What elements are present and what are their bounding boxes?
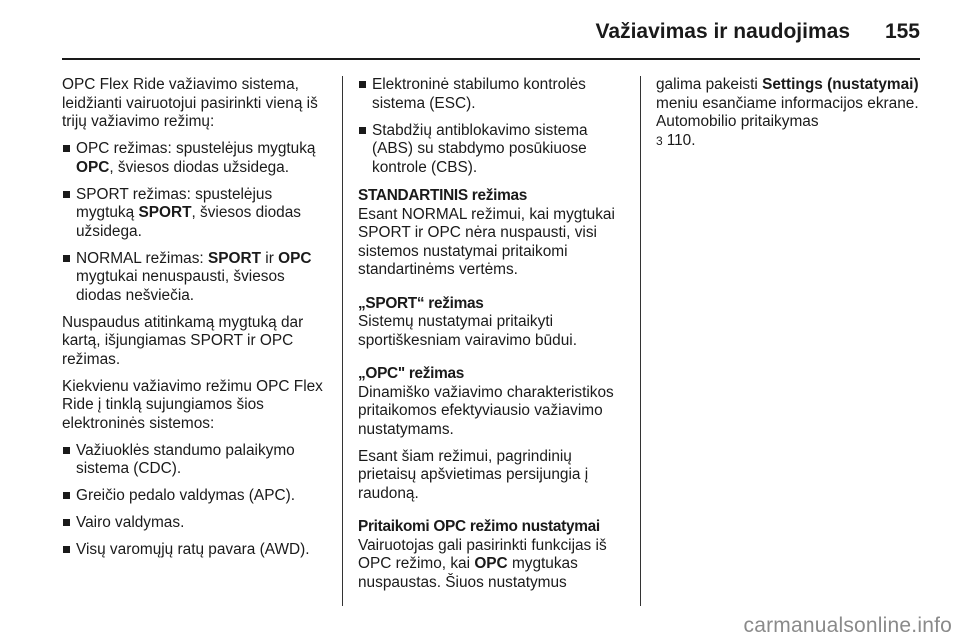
intro-paragraph: OPC Flex Ride važiavimo sistema, leidžianti vairuotojui pasirinkti vieną iš trijų važiavimo režimų:	[62, 76, 318, 130]
list-item: Vairo valdymas.	[62, 514, 334, 533]
list-item: NORMAL režimas: SPORT ir OPC mygtukai nenuspausti, šviesos diodas nešviečia.	[62, 250, 334, 306]
list-item: Greičio pedalo valdymas (APC).	[62, 487, 334, 506]
page-header	[62, 14, 920, 60]
sport-mode-text: Sistemų nustatymai pritaikyti sportiškesniam vairavimo būdui.	[358, 313, 577, 349]
list-item: OPC režimas: spustelėjus mygtuką OPC, šviesos diodas užsidega.	[62, 140, 334, 177]
list-item: Važiuoklės standumo palaikymo sistema (CDC).	[62, 442, 334, 479]
page-reference-link[interactable]: 110.	[666, 131, 696, 149]
standard-mode-text: Esant NORMAL režimui, kai mygtukai SPORT ir OPC nėra nuspausti, visi sistemos nustatymai pritaikomi standartinėms vertėms.	[358, 205, 615, 278]
opc-mode-text-2: Esant šiam režimui, pagrindinių prietaisų apšvietimas persijungia į raudoną.	[358, 447, 589, 502]
list-item: SPORT režimas: spustelėjus mygtuką SPORT, šviesos diodas užsidega.	[62, 186, 334, 242]
opc-mode-heading: „OPC" režimas	[358, 365, 465, 382]
column-divider	[640, 76, 641, 606]
list-item: Elektroninė stabilumo kontrolės sistema (ESC).	[358, 76, 628, 113]
list-item: Visų varomųjų ratų pavara (AWD).	[62, 541, 334, 560]
section-title: Važiavimas ir naudojimas	[595, 20, 850, 43]
adaptive-settings-text: Vairuotojas gali pasirinkti funkcijas iš OPC režimo, kai OPC mygtukas nuspaustas. Šiuos nustatymus	[358, 536, 607, 591]
adaptive-settings-heading: Pritaikomi OPC režimo nustatymai	[358, 518, 600, 535]
list-item: Stabdžių antiblokavimo sistema (ABS) su stabdymo posūkiuose kontrole (CBS).	[358, 122, 628, 178]
watermark: carmanualsonline.info	[743, 614, 952, 637]
opc-mode-text: Dinamiško važiavimo charakteristikos pritaikomos efektyviausio važiavimo nustatymams.	[358, 383, 614, 438]
systems-intro-paragraph: Kiekvienu važiavimo režimu OPC Flex Ride į tinklą sujungiamos šios elektroninės sistemos:	[62, 377, 323, 432]
header-rule	[62, 58, 920, 60]
column-middle	[358, 76, 628, 601]
column-right	[656, 76, 926, 159]
page-number: 155	[884, 20, 920, 43]
press-again-paragraph: Nuspaudus atitinkamą mygtuką dar kartą, išjungiamas SPORT ir OPC režimas.	[62, 313, 304, 368]
standard-mode-heading: STANDARTINIS režimas	[358, 187, 528, 204]
settings-paragraph: galima pakeisti Settings (nustatymai) meniu esančiame informacijos ekrane. Automobilio pritaikymas 3 110.	[656, 76, 919, 149]
column-left	[62, 76, 334, 568]
reference-arrow-icon: 3	[656, 133, 663, 148]
column-divider	[342, 76, 343, 606]
sport-mode-heading: „SPORT“ režimas	[358, 294, 484, 312]
